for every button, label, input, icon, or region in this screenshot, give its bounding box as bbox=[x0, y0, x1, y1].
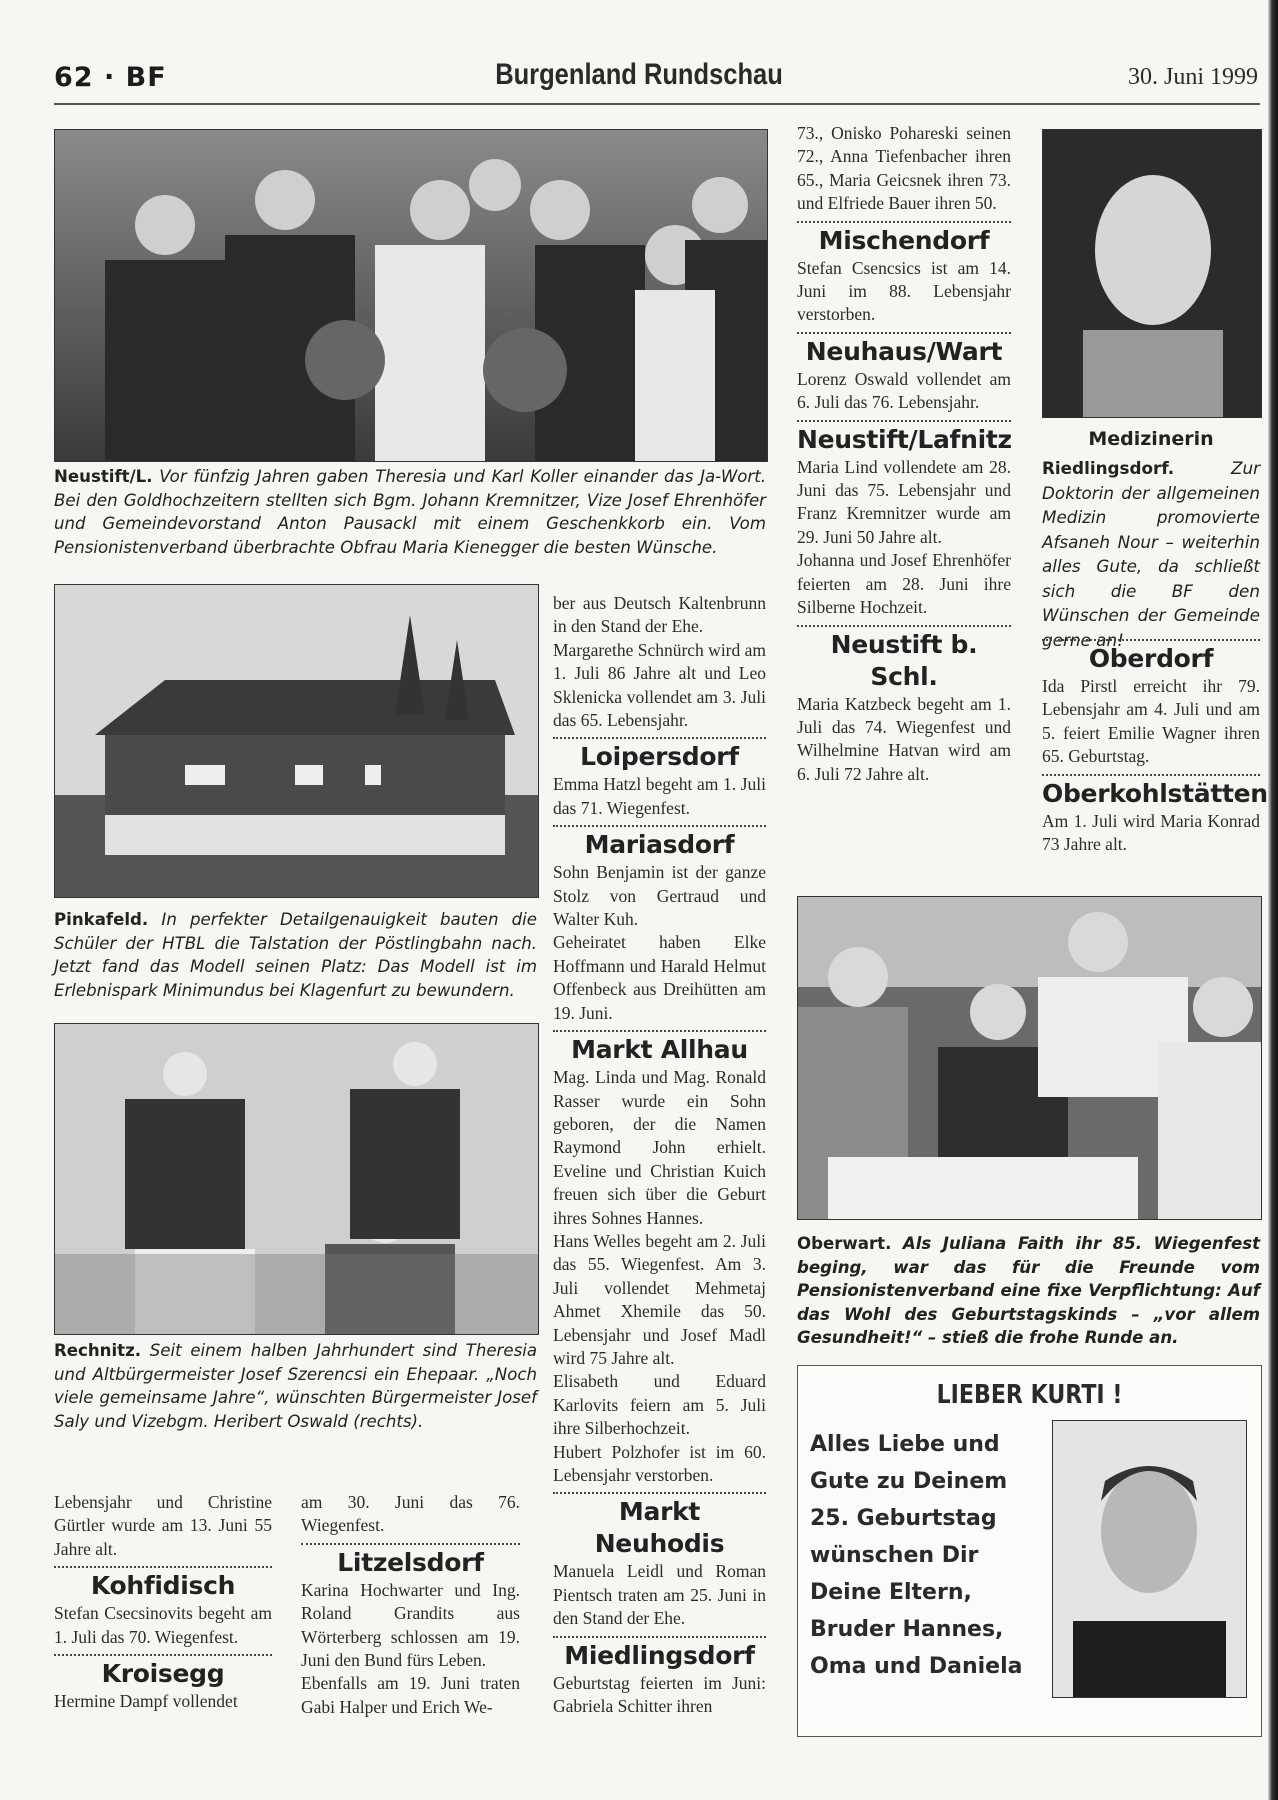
dotted-divider bbox=[797, 420, 1011, 422]
news-paragraph: Hans Welles begeht am 2. Juli das 55. Wiegenfest. Am 3. Juli vollendet Mehmetaj Ahmet Xhemile das 50. Lebensjahr und Josef Madl wird 75 Jahre alt. bbox=[553, 1230, 766, 1368]
news-paragraph: Maria Lind vollendete am 28. Juni das 75. Lebensjahr und Franz Kremnitzer wurde am 29. Juni 50 Jahre alt. bbox=[797, 456, 1011, 547]
page-number: 62 · BF bbox=[54, 62, 167, 93]
greeting-line: Oma und Daniela bbox=[810, 1654, 1023, 1679]
dotted-divider bbox=[797, 221, 1011, 223]
caption-place: Pinkafeld. bbox=[54, 910, 149, 929]
locality-heading: Loipersdorf bbox=[580, 742, 739, 772]
greeting-message bbox=[810, 1426, 1022, 1685]
news-paragraph: Hubert Polzhofer ist im 60. Lebensjahr verstorben. bbox=[553, 1441, 766, 1485]
dotted-divider bbox=[1042, 639, 1260, 641]
newspaper-title: Burgenland Rundschau bbox=[495, 58, 783, 91]
column-middle bbox=[553, 592, 766, 1718]
news-paragraph: Margarethe Schnürch wird am 1. Juli 86 Jahre alt und Leo Sklenicka vollendet am 3. Juli das 65. Lebensjahr. bbox=[553, 639, 767, 731]
greeting-line: Deine Eltern, bbox=[810, 1580, 972, 1605]
greeting-title: LIEBER KURTI ! bbox=[936, 1380, 1123, 1410]
dotted-divider bbox=[54, 1566, 272, 1568]
greeting-line: Gute zu Deinem bbox=[810, 1469, 1008, 1494]
news-paragraph: Johanna und Josef Ehrenhöfer feierten am 28. Juni ihre Silberne Hochzeit. bbox=[797, 550, 1011, 618]
issue-date: 30. Juni 1999 bbox=[1127, 64, 1258, 90]
locality-heading: Neustift/Lafnitz bbox=[797, 424, 1012, 454]
greeting-ad-box bbox=[797, 1365, 1262, 1737]
news-paragraph: Stefan Csencsics ist am 14. Juni im 88. Lebensjahr verstorben. bbox=[797, 257, 1011, 325]
news-paragraph: 73., Onisko Pohareski seinen 72., Anna Tiefenbacher ihren 65., Maria Geicsnek ihren 73. und Elfriede Bauer ihren 50. bbox=[797, 123, 1011, 214]
column-bottom-left-1 bbox=[54, 1491, 272, 1713]
news-paragraph: Geheiratet haben Elke Hoffmann und Harald Helmut Offenbeck aus Dreihütten am 19. Juni. bbox=[553, 932, 766, 1023]
caption-text: In perfekter Detailgenauigkeit bauten die Schüler der HTBL die Talstation der Pöstlingbahn nach. Jetzt fand das Modell seinen Platz: Das Modell ist im Erlebnispark Minimundus bei Klagenfurt zu bewundern. bbox=[54, 910, 537, 1000]
locality-heading: Mischendorf bbox=[818, 225, 990, 255]
caption-text: Vor fünfzig Jahren gaben Theresia und Karl Koller einander das Ja-Wort. Bei den Goldhochzeitern stellten sich Bgm. Johann Kremnitzer, Vize Josef Ehrenhöfer und Gemeindevorstand Anton Pausackl mit einem Geschenkkorb ein. Vom Pensionistenverband überbrachte Obfrau Maria Kienegger die besten Wünsche. bbox=[54, 467, 766, 557]
locality-heading: Litzelsdorf bbox=[337, 1547, 484, 1577]
caption-place: Neustift/L. bbox=[54, 467, 153, 486]
greeting-line: Bruder Hannes, bbox=[810, 1617, 1004, 1642]
dotted-divider bbox=[797, 625, 1011, 627]
dotted-divider bbox=[301, 1543, 520, 1545]
news-paragraph: Manuela Leidl und Roman Pientsch traten am 25. Juni in den Stand der Ehe. bbox=[553, 1561, 766, 1629]
caption-neustift bbox=[54, 465, 766, 559]
locality-heading: Kohfidisch bbox=[90, 1571, 236, 1601]
caption-oberwart bbox=[797, 1232, 1260, 1350]
caption-rechnitz bbox=[54, 1339, 537, 1433]
photo-station-model bbox=[54, 584, 539, 898]
column-right bbox=[1042, 634, 1268, 856]
news-paragraph: Elisabeth und Eduard Karlovits feiern am 5. Juli ihre Silberhochzeit. bbox=[553, 1371, 766, 1439]
locality-heading: Markt Neuhodis bbox=[594, 1497, 725, 1559]
locality-heading: Neustift b. Schl. bbox=[830, 629, 978, 691]
news-paragraph: Karina Hochwarter und Ing. Roland Grandits aus Wörterberg schlossen am 19. Juni den Bund fürs Leben. bbox=[301, 1579, 520, 1671]
locality-heading: Oberdorf bbox=[1088, 644, 1214, 673]
caption-medizinerin bbox=[1042, 456, 1260, 652]
caption-pinkafeld bbox=[54, 908, 537, 1002]
photo-golden-wedding-group bbox=[54, 129, 768, 462]
locality-heading: Neuhaus/Wart bbox=[805, 336, 1003, 366]
news-paragraph: ber aus Deutsch Kaltenbrunn in den Stand der Ehe. bbox=[553, 593, 766, 637]
column-right-middle bbox=[797, 122, 1011, 786]
locality-heading: Markt Allhau bbox=[571, 1035, 748, 1065]
greeting-line: 25. Geburtstag bbox=[810, 1506, 997, 1531]
caption-text: Zur Doktorin der allgemeinen Medizin promovierte Afsaneh Nour – weiterhin alles Gute, da schließt sich die BF den Wünschen der Gemeinde gerne an! bbox=[1042, 458, 1260, 650]
caption-text: Seit einem halben Jahrhundert sind Theresia und Altbürgermeister Josef Szerencsi ein Ehepaar. „Noch viele gemeinsame Jahre“, wünschten Bürgermeister Josef Saly und Vizebgm. Heribert Oswald (rechts). bbox=[54, 1341, 537, 1431]
news-paragraph: Ida Pirstl erreicht ihr 79. Lebensjahr am 4. Juli und am 5. feiert Emilie Wagner ihren 65. Geburtstag. bbox=[1042, 676, 1260, 767]
news-paragraph: Geburtstag feierten im Juni: Gabriela Schitter ihren bbox=[553, 1672, 766, 1717]
news-paragraph: Am 1. Juli wird Maria Konrad 73 Jahre alt. bbox=[1042, 810, 1260, 855]
dotted-divider bbox=[797, 332, 1011, 334]
caption-place: Riedlingsdorf. bbox=[1042, 458, 1175, 478]
caption-place: Oberwart. bbox=[797, 1234, 892, 1253]
locality-heading: Mariasdorf bbox=[584, 830, 735, 860]
news-paragraph: Hermine Dampf vollendet bbox=[54, 1691, 238, 1712]
column-bottom-left-2 bbox=[301, 1491, 520, 1719]
dotted-divider bbox=[553, 825, 766, 827]
news-paragraph: Ebenfalls am 19. Juni traten Gabi Halper und Erich We- bbox=[301, 1673, 520, 1717]
news-paragraph: Lorenz Oswald vollendet am 6. Juli das 76. Lebensjahr. bbox=[797, 368, 1011, 413]
dotted-divider bbox=[1042, 774, 1260, 776]
photo-oberwart-birthday bbox=[797, 896, 1262, 1220]
caption-place: Rechnitz. bbox=[54, 1341, 142, 1360]
photo-rechnitz-couple bbox=[54, 1023, 539, 1335]
locality-heading: Oberkohlstätten bbox=[1042, 778, 1268, 808]
header-rule bbox=[54, 103, 1260, 105]
greeting-line: Alles Liebe und bbox=[810, 1432, 1000, 1457]
photo-medizinerin bbox=[1042, 129, 1262, 418]
news-paragraph: Sohn Benjamin ist der ganze Stolz von Gertraud und Walter Kuh. bbox=[553, 862, 766, 930]
locality-heading: Miedlingsdorf bbox=[564, 1640, 755, 1670]
greeting-line: wünschen Dir bbox=[810, 1543, 979, 1568]
news-paragraph: Mag. Linda und Mag. Ronald Rasser wurde ein Sohn geboren, der die Namen Raymond John erhielt. Eveline und Christian Kuich freuen sich über die Geburt ihres Sohnes Hannes. bbox=[553, 1067, 766, 1228]
news-paragraph: Emma Hatzl begeht am 1. Juli das 71. Wiegenfest. bbox=[553, 774, 766, 818]
dotted-divider bbox=[553, 1030, 766, 1032]
news-paragraph: am 30. Juni das 76. Wiegenfest. bbox=[301, 1492, 520, 1536]
locality-heading: Kroisegg bbox=[101, 1659, 225, 1689]
page-binding-edge bbox=[1268, 0, 1278, 1800]
dotted-divider bbox=[54, 1654, 272, 1656]
dotted-divider bbox=[553, 1636, 766, 1638]
photo-kurti-portrait bbox=[1052, 1420, 1247, 1698]
news-paragraph: Stefan Csecsinovits begeht am 1. Juli das 70. Wiegenfest. bbox=[54, 1603, 272, 1647]
caption-text: Als Juliana Faith ihr 85. Wiegenfest beging, war das für die Freunde vom Pensionistenverband eine fixe Verpflichtung: Auf das Wohl des Geburtstagskinds – „vor allem Gesundheit!“ – stieß die frohe Runde an. bbox=[797, 1234, 1261, 1347]
news-paragraph: Lebensjahr und Christine Gürtler wurde am 13. Juni 55 Jahre alt. bbox=[54, 1492, 272, 1559]
dotted-divider bbox=[553, 737, 766, 739]
news-paragraph: Maria Katzbeck begeht am 1. Juli das 74. Wiegenfest und Wilhelmine Hatvan wird am 6. Juli 72 Jahre alt. bbox=[797, 693, 1011, 784]
dotted-divider bbox=[553, 1492, 766, 1494]
medizinerin-heading: Medizinerin bbox=[1088, 428, 1214, 450]
